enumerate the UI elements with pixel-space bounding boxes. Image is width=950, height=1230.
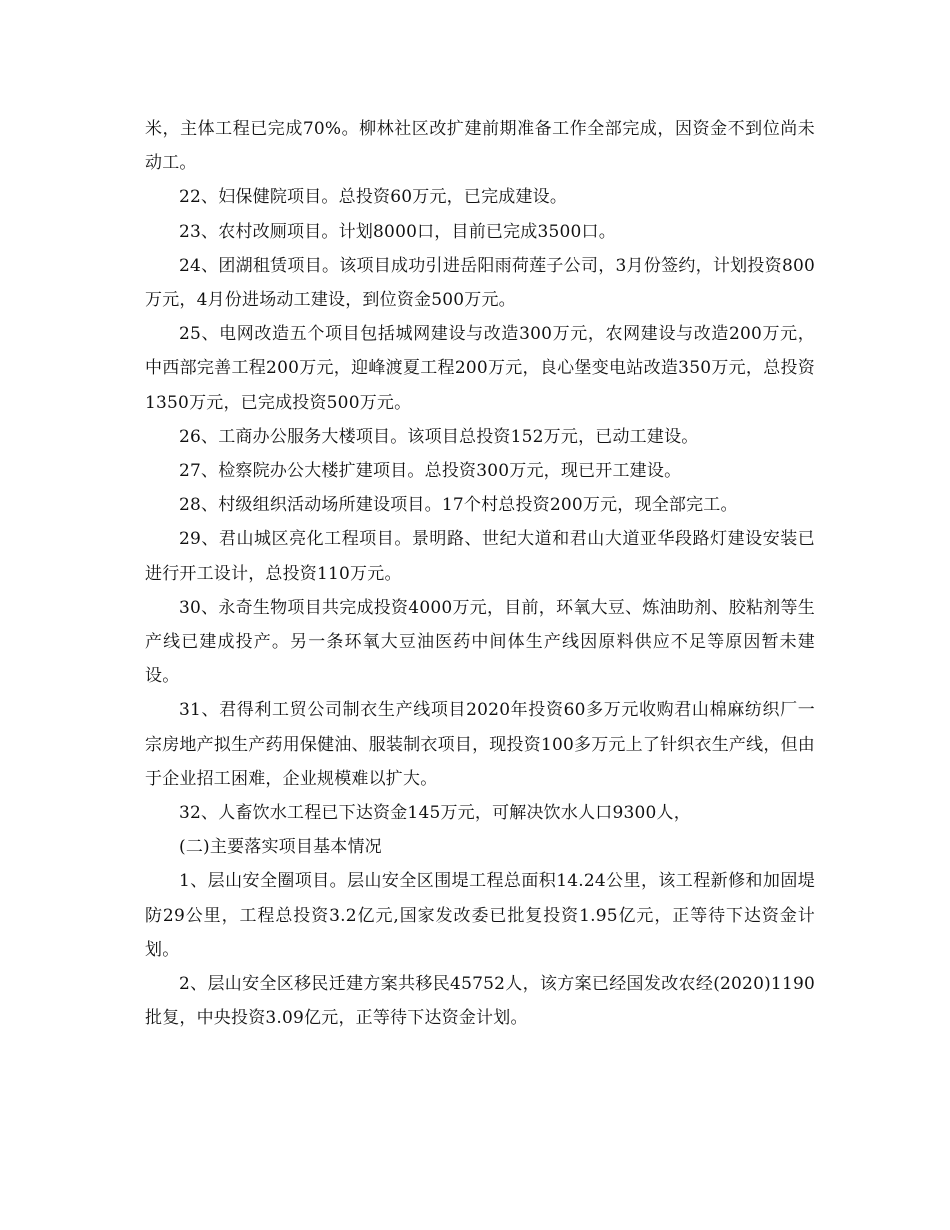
paragraph-project-1: 1、层山安全圈项目。层山安全区围堤工程总面积14.24公里，该工程新修和加固堤防29公里，工程总投资3.2亿元,国家发改委已批复投资1.95亿元，正等待下达资金计划。 (145, 871, 815, 960)
paragraph-item-32: 32、人畜饮水工程已下达资金145万元，可解决饮水人口9300人， (179, 803, 691, 824)
document-body (145, 112, 815, 1035)
paragraph-item-22: 22、妇保健院项目。总投资60万元，已完成建设。 (179, 187, 568, 208)
section-heading-2: (二)主要落实项目基本情况 (179, 837, 382, 858)
paragraph-project-2: 2、层山安全区移民迁建方案共移民45752人，该方案已经国发改农经(2020)1190批复，中央投资3.09亿元，正等待下达资金计划。 (145, 974, 815, 1029)
paragraph-item-23: 23、农村改厕项目。计划8000口，目前已完成3500口。 (179, 221, 616, 242)
paragraph-item-31: 31、君得利工贸公司制衣生产线项目2020年投资60多万元收购君山棉麻纺织厂一宗房地产拟生产药用保健油、服装制衣项目，现投资100多万元上了针织衣生产线，但由于企业招工困难，企业规模难以扩大。 (145, 700, 815, 789)
paragraph-continuation: 米，主体工程已完成70%。柳林社区改扩建前期准备工作全部完成，因资金不到位尚未动工。 (145, 119, 815, 174)
paragraph-item-30: 30、永奇生物项目共完成投资4000万元，目前，环氧大豆、炼油助剂、胶粘剂等生产线已建成投产。另一条环氧大豆油医药中间体生产线因原料供应不足等原因暂未建设。 (145, 597, 815, 687)
paragraph-item-26: 26、工商办公服务大楼项目。该项目总投资152万元，已动工建设。 (179, 426, 699, 447)
paragraph-item-28: 28、村级组织活动场所建设项目。17个村总投资200万元，现全部完工。 (179, 495, 738, 516)
paragraph-item-27: 27、检察院办公大楼扩建项目。总投资300万元，现已开工建设。 (179, 461, 682, 482)
paragraph-item-25: 25、电网改造五个项目包括城网建设与改造300万元，农网建设与改造200万元，中西部完善工程200万元，迎峰渡夏工程200万元，良心堡变电站改造350万元，总投资1350万元，已完成投资500万元。 (145, 324, 815, 413)
paragraph-item-29: 29、君山城区亮化工程项目。景明路、世纪大道和君山大道亚华段路灯建设安装已进行开工设计，总投资110万元。 (145, 529, 815, 584)
paragraph-item-24: 24、团湖租赁项目。该项目成功引进岳阳雨荷莲子公司，3月份签约，计划投资800万元，4月份进场动工建设，到位资金500万元。 (145, 255, 815, 311)
